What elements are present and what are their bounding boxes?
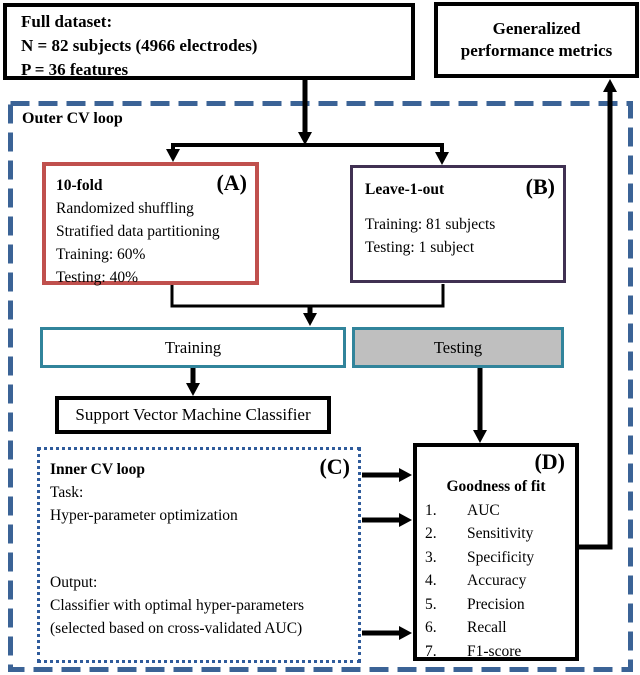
testing-box bbox=[352, 327, 564, 368]
box-d-title: Goodness of fit bbox=[446, 478, 546, 495]
training-box bbox=[40, 327, 346, 368]
metric-number: 7. bbox=[425, 642, 437, 660]
metric-number: 2. bbox=[425, 525, 437, 542]
metric-item bbox=[425, 499, 567, 523]
inner-output-line: (selected based on cross-validated AUC) bbox=[50, 620, 303, 637]
inner-cv-loop-title: Inner CV loop bbox=[50, 461, 146, 478]
box-a-line: Testing: 40% bbox=[56, 269, 139, 286]
box-b-line: Training: 81 subjects bbox=[365, 216, 496, 233]
inner-output-label: Output: bbox=[50, 574, 98, 591]
metric-label: Recall bbox=[467, 619, 507, 636]
svm-classifier-label: Support Vector Machine Classifier bbox=[75, 405, 311, 424]
box-a-line: Randomized shuffling bbox=[56, 200, 194, 217]
metric-number: 4. bbox=[425, 572, 437, 589]
box-b-header bbox=[365, 174, 555, 201]
box-a-10-fold bbox=[42, 162, 259, 285]
metric-number: 6. bbox=[425, 619, 437, 636]
testing-label: Testing bbox=[433, 337, 483, 357]
outer-cv-loop-label: Outer CV loop bbox=[22, 110, 123, 127]
metric-label: Precision bbox=[467, 595, 525, 613]
arrow-box-d-to-metrics bbox=[578, 92, 610, 547]
metric-item bbox=[425, 616, 567, 640]
box-d-tag: (D) bbox=[534, 449, 565, 474]
generalized-metrics-box bbox=[434, 2, 639, 78]
metric-label: Accuracy bbox=[467, 572, 527, 589]
full-dataset-box bbox=[3, 3, 415, 80]
inner-task-text: Hyper-parameter optimization bbox=[50, 507, 238, 524]
inner-task-label: Task: bbox=[50, 484, 84, 501]
training-label: Training bbox=[164, 337, 222, 357]
generalized-metrics-label: Generalized performance metrics bbox=[460, 19, 613, 60]
box-a-line: Training: 60% bbox=[56, 246, 146, 263]
inner-cv-loop-header bbox=[50, 454, 350, 481]
metric-number: 1. bbox=[425, 501, 437, 519]
box-a-tag: (A) bbox=[216, 170, 247, 195]
box-a-line: Stratified data partitioning bbox=[56, 223, 220, 240]
metric-label: Specificity bbox=[467, 548, 535, 566]
full-dataset-line: N = 82 subjects (4966 electrodes) bbox=[21, 36, 258, 55]
metric-number: 5. bbox=[425, 595, 437, 613]
box-d-goodness-of-fit bbox=[413, 443, 579, 661]
box-b-title: Leave-1-out bbox=[365, 181, 445, 198]
inner-cv-loop-tag: (C) bbox=[319, 454, 350, 479]
svm-classifier-box bbox=[55, 396, 331, 434]
inner-cv-loop-box bbox=[37, 447, 361, 663]
inner-output-line: Classifier with optimal hyper-parameters bbox=[50, 597, 305, 614]
box-a-header bbox=[56, 170, 247, 197]
box-b-line: Testing: 1 subject bbox=[365, 239, 475, 256]
box-b-leave-1-out bbox=[350, 165, 566, 283]
full-dataset-line: Full dataset: bbox=[21, 12, 113, 31]
full-dataset-line: P = 36 features bbox=[21, 60, 129, 79]
metric-item bbox=[425, 546, 567, 570]
metric-item bbox=[425, 640, 567, 664]
box-b-tag: (B) bbox=[525, 174, 555, 199]
metric-label: F1-score bbox=[467, 642, 522, 660]
box-a-title: 10-fold bbox=[56, 177, 103, 194]
metric-item bbox=[425, 522, 567, 546]
metric-label: Sensitivity bbox=[467, 525, 534, 542]
metric-item bbox=[425, 569, 567, 593]
metric-label: AUC bbox=[467, 501, 500, 519]
metric-item bbox=[425, 593, 567, 617]
box-b-body bbox=[365, 213, 555, 259]
metric-number: 3. bbox=[425, 548, 437, 566]
